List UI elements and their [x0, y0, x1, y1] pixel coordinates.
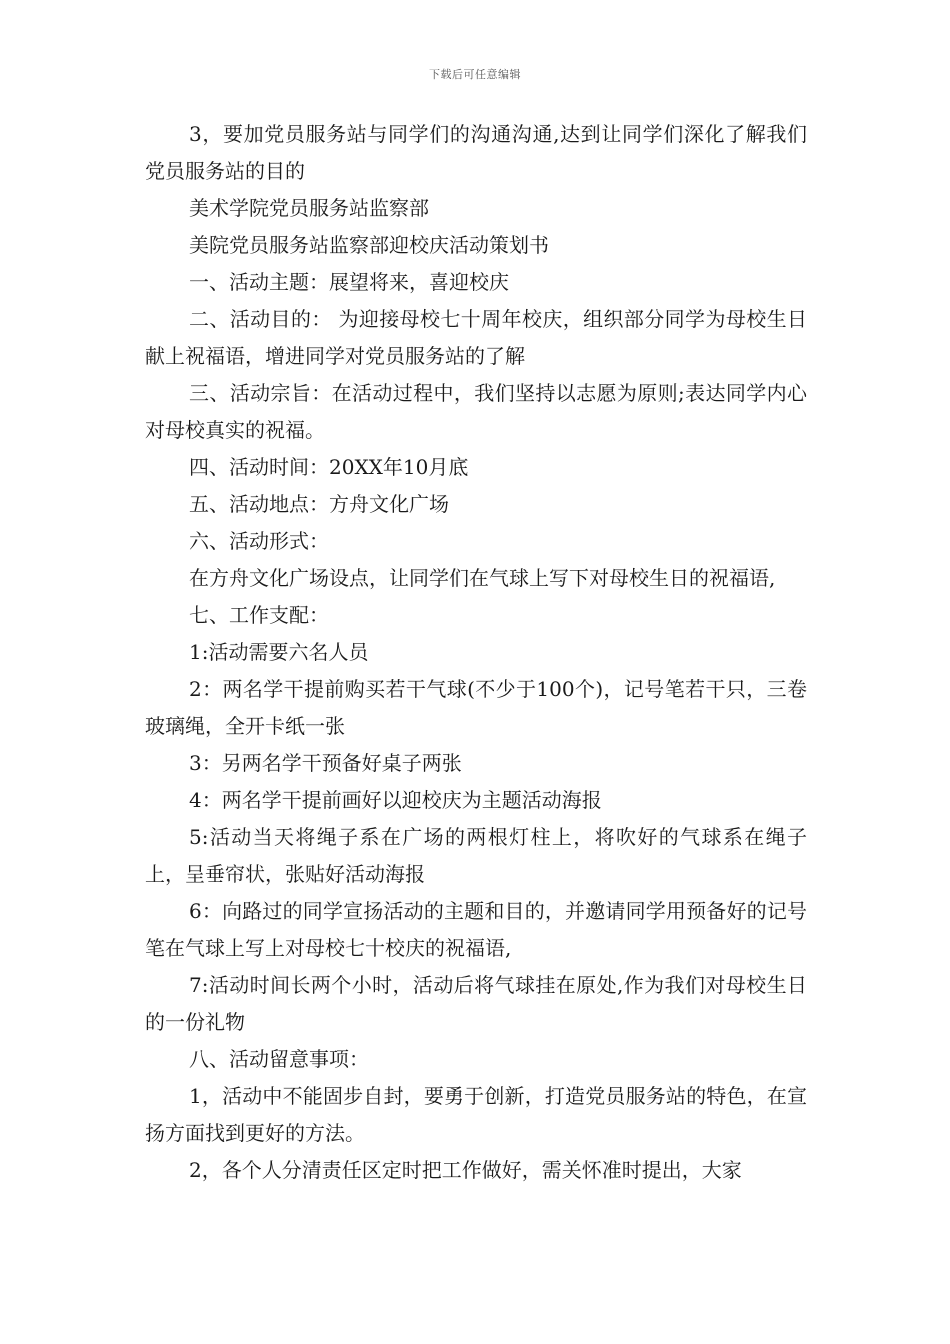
paragraph: 五、活动地点：方舟文化广场 [189, 492, 449, 516]
paragraph: 4：两名学干提前画好以迎校庆为主题活动海报 [189, 788, 602, 812]
paragraph: 1，活动中不能固步自封，要勇于创新，打造党员服务站的特色，在宣扬方面找到更好的方法。 [145, 1084, 807, 1145]
paragraph: 一、活动主题：展望将来，喜迎校庆 [189, 270, 509, 294]
document-body [145, 116, 807, 1189]
paragraph: 3：另两名学干预备好桌子两张 [189, 751, 462, 775]
paragraph: 2，各个人分清责任区定时把工作做好，需关怀准时提出，大家 [189, 1158, 742, 1182]
paragraph: 在方舟文化广场设点，让同学们在气球上写下对母校生日的祝福语, [189, 566, 776, 590]
paragraph: 5:活动当天将绳子系在广场的两根灯柱上，将吹好的气球系在绳子上，呈垂帘状，张贴好活动海报 [145, 825, 807, 886]
paragraph: 2：两名学干提前购买若干气球(不少于100个)，记号笔若干只，三卷玻璃绳，全开卡纸一张 [145, 677, 807, 738]
paragraph: 美院党员服务站监察部迎校庆活动策划书 [189, 233, 549, 257]
paragraph: 美术学院党员服务站监察部 [189, 196, 429, 220]
paragraph: 7:活动时间长两个小时，活动后将气球挂在原处,作为我们对母校生日的一份礼物 [145, 973, 807, 1034]
paragraph: 三、活动宗旨：在活动过程中，我们坚持以志愿为原则;表达同学内心对母校真实的祝福。 [145, 381, 807, 442]
paragraph: 四、活动时间：20XX年10月底 [189, 455, 469, 479]
paragraph: 七、工作支配： [189, 603, 329, 627]
header-note: 下载后可任意编辑 [429, 68, 521, 81]
paragraph: 六、活动形式： [189, 529, 329, 553]
paragraph: 二、活动目的： 为迎接母校七十周年校庆，组织部分同学为母校生日献上祝福语，增进同学对党员服务站的了解 [145, 307, 807, 368]
paragraph: 3，要加党员服务站与同学们的沟通沟通,达到让同学们深化了解我们党员服务站的目的 [145, 122, 807, 183]
paragraph: 6：向路过的同学宣扬活动的主题和目的，并邀请同学用预备好的记号笔在气球上写上对母校七十校庆的祝福语, [145, 899, 807, 960]
paragraph: 1:活动需要六名人员 [189, 640, 369, 664]
paragraph: 八、活动留意事项： [189, 1047, 369, 1071]
